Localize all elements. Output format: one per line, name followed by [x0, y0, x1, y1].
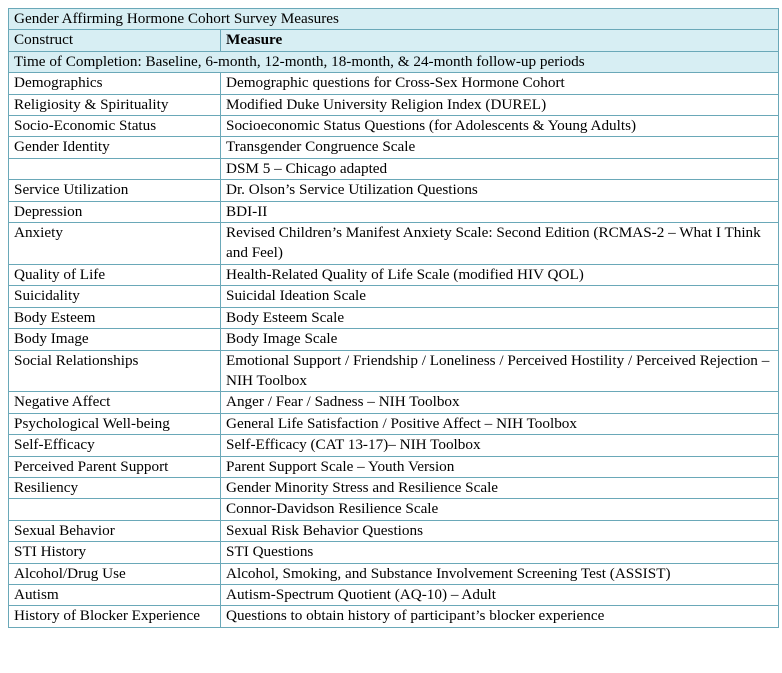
table-row: [9, 499, 779, 520]
construct-cell: Resiliency: [9, 477, 221, 498]
construct-cell: Alcohol/Drug Use: [9, 563, 221, 584]
measure-cell: Gender Minority Stress and Resilience Scale: [221, 477, 779, 498]
measure-cell: Dr. Olson’s Service Utilization Questions: [221, 180, 779, 201]
measure-column-header: Measure: [221, 30, 779, 51]
time-of-completion-row: [9, 51, 779, 72]
construct-cell: History of Blocker Experience: [9, 606, 221, 627]
table-row: [9, 563, 779, 584]
table-title-row: [9, 9, 779, 30]
construct-cell: [9, 158, 221, 179]
table-header-row: [9, 30, 779, 51]
construct-cell: Body Esteem: [9, 307, 221, 328]
table-row: [9, 158, 779, 179]
construct-column-header: Construct: [9, 30, 221, 51]
table-row: [9, 606, 779, 627]
construct-cell: Suicidality: [9, 286, 221, 307]
construct-cell: Gender Identity: [9, 137, 221, 158]
table-row: [9, 286, 779, 307]
table-row: [9, 307, 779, 328]
measure-cell: BDI-II: [221, 201, 779, 222]
survey-measures-document: [8, 8, 778, 628]
construct-cell: Autism: [9, 584, 221, 605]
table-row: [9, 137, 779, 158]
table-row: [9, 73, 779, 94]
table-row: [9, 116, 779, 137]
measure-cell: Emotional Support / Friendship / Loneliness / Perceived Hostility / Perceived Rejection – NIH Toolbox: [221, 350, 779, 392]
construct-cell: Sexual Behavior: [9, 520, 221, 541]
table-row: [9, 350, 779, 392]
table-row: [9, 542, 779, 563]
construct-cell: Body Image: [9, 329, 221, 350]
table-row: [9, 201, 779, 222]
construct-cell: Perceived Parent Support: [9, 456, 221, 477]
construct-cell: Socio-Economic Status: [9, 116, 221, 137]
measure-cell: DSM 5 – Chicago adapted: [221, 158, 779, 179]
time-of-completion: Time of Completion: Baseline, 6-month, 12-month, 18-month, & 24-month follow-up periods: [9, 51, 779, 72]
measure-cell: Sexual Risk Behavior Questions: [221, 520, 779, 541]
construct-cell: [9, 499, 221, 520]
measure-cell: Demographic questions for Cross-Sex Hormone Cohort: [221, 73, 779, 94]
table-row: [9, 223, 779, 265]
table-row: [9, 584, 779, 605]
measure-cell: General Life Satisfaction / Positive Affect – NIH Toolbox: [221, 413, 779, 434]
construct-cell: Psychological Well-being: [9, 413, 221, 434]
construct-cell: Service Utilization: [9, 180, 221, 201]
measure-cell: STI Questions: [221, 542, 779, 563]
table-row: [9, 264, 779, 285]
table-title: Gender Affirming Hormone Cohort Survey Measures: [9, 9, 779, 30]
measure-cell: Parent Support Scale – Youth Version: [221, 456, 779, 477]
table-row: [9, 94, 779, 115]
table-row: [9, 520, 779, 541]
measure-cell: Self-Efficacy (CAT 13-17)– NIH Toolbox: [221, 435, 779, 456]
table-row: [9, 435, 779, 456]
measure-cell: Body Esteem Scale: [221, 307, 779, 328]
measure-cell: Questions to obtain history of participant’s blocker experience: [221, 606, 779, 627]
construct-cell: STI History: [9, 542, 221, 563]
measure-cell: Anger / Fear / Sadness – NIH Toolbox: [221, 392, 779, 413]
construct-cell: Anxiety: [9, 223, 221, 265]
table-row: [9, 329, 779, 350]
measure-cell: Modified Duke University Religion Index (DUREL): [221, 94, 779, 115]
measure-cell: Autism-Spectrum Quotient (AQ-10) – Adult: [221, 584, 779, 605]
construct-cell: Negative Affect: [9, 392, 221, 413]
measure-cell: Alcohol, Smoking, and Substance Involvement Screening Test (ASSIST): [221, 563, 779, 584]
measure-cell: Connor-Davidson Resilience Scale: [221, 499, 779, 520]
construct-cell: Social Relationships: [9, 350, 221, 392]
survey-measures-table: [8, 8, 779, 628]
measure-cell: Socioeconomic Status Questions (for Adolescents & Young Adults): [221, 116, 779, 137]
table-row: [9, 413, 779, 434]
measure-cell: Transgender Congruence Scale: [221, 137, 779, 158]
table-row: [9, 456, 779, 477]
measure-cell: Health-Related Quality of Life Scale (modified HIV QOL): [221, 264, 779, 285]
table-row: [9, 477, 779, 498]
construct-cell: Demographics: [9, 73, 221, 94]
construct-cell: Self-Efficacy: [9, 435, 221, 456]
construct-cell: Depression: [9, 201, 221, 222]
measure-cell: Revised Children’s Manifest Anxiety Scale: Second Edition (RCMAS-2 – What I Think and Feel): [221, 223, 779, 265]
measure-cell: Body Image Scale: [221, 329, 779, 350]
table-row: [9, 392, 779, 413]
construct-cell: Religiosity & Spirituality: [9, 94, 221, 115]
measure-cell: Suicidal Ideation Scale: [221, 286, 779, 307]
table-row: [9, 180, 779, 201]
construct-cell: Quality of Life: [9, 264, 221, 285]
